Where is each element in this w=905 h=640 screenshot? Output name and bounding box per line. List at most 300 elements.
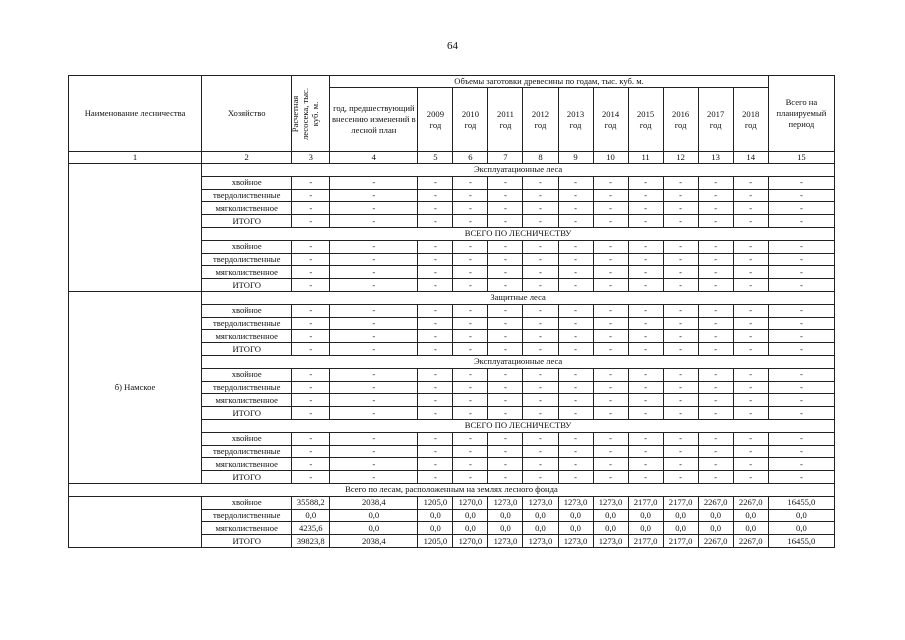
summary-cut: 35588,2	[292, 496, 330, 509]
header-year-2009	[418, 88, 453, 152]
header-cut-line2: лесосека, тыс.	[300, 87, 311, 140]
value-cell: -	[330, 368, 418, 381]
value-cell: -	[628, 458, 663, 471]
page-number: 64	[447, 40, 458, 52]
header-year-value: 2017	[707, 108, 725, 119]
value-cell: -	[593, 394, 628, 407]
header-year-2018	[733, 88, 768, 152]
value-cell: -	[330, 304, 418, 317]
summary-year-value: 1205,0	[418, 535, 453, 548]
value-cell: -	[698, 407, 733, 420]
header-volumes-title: Объемы заготовки древесины по годам, тыс. куб. м.	[330, 76, 769, 88]
value-cell: -	[628, 279, 663, 292]
value-cell: -	[523, 407, 558, 420]
value-cell: -	[488, 176, 523, 189]
value-cell: -	[628, 317, 663, 330]
value-cell: -	[593, 407, 628, 420]
value-cell: -	[663, 471, 698, 484]
value-cell: -	[593, 304, 628, 317]
value-cell: -	[698, 471, 733, 484]
species-label: мягколиственное	[202, 330, 292, 343]
header-year-value: 2016	[672, 108, 690, 119]
value-cell: -	[593, 343, 628, 356]
value-cell: -	[292, 317, 330, 330]
value-cell: -	[330, 343, 418, 356]
summary-prev: 2038,4	[330, 535, 418, 548]
value-cell: -	[523, 381, 558, 394]
value-cell: -	[663, 445, 698, 458]
section-title: Эксплуатационные леса	[202, 164, 835, 177]
header-year-2013	[558, 88, 593, 152]
value-cell: -	[453, 330, 488, 343]
value-cell: -	[488, 407, 523, 420]
value-cell: -	[768, 343, 834, 356]
value-cell: -	[330, 215, 418, 228]
column-number: 14	[733, 152, 768, 164]
value-cell: -	[453, 266, 488, 279]
column-number: 13	[698, 152, 733, 164]
value-cell: -	[488, 279, 523, 292]
summary-species: ИТОГО	[202, 535, 292, 548]
summary-species: мягколиственное	[202, 522, 292, 535]
header-year-suffix: год	[744, 119, 757, 130]
species-label: твердолиственные	[202, 253, 292, 266]
value-cell: -	[418, 432, 453, 445]
value-cell: -	[418, 279, 453, 292]
summary-year-value: 1273,0	[488, 535, 523, 548]
summary-year-value: 2267,0	[698, 535, 733, 548]
value-cell: -	[733, 407, 768, 420]
column-number: 9	[558, 152, 593, 164]
value-cell: -	[558, 381, 593, 394]
value-cell: -	[593, 266, 628, 279]
header-year-suffix: год	[569, 119, 582, 130]
value-cell: -	[733, 202, 768, 215]
header-year-suffix: год	[534, 119, 547, 130]
value-cell: -	[558, 202, 593, 215]
summary-cut: 4235,6	[292, 522, 330, 535]
header-year-value: 2015	[636, 108, 655, 119]
value-cell: -	[523, 471, 558, 484]
column-number: 15	[768, 152, 834, 164]
value-cell: -	[292, 368, 330, 381]
value-cell: -	[698, 445, 733, 458]
value-cell: -	[292, 215, 330, 228]
header-year-suffix: год	[639, 119, 652, 130]
summary-year-value: 2267,0	[733, 535, 768, 548]
summary-cut: 39823,8	[292, 535, 330, 548]
species-label: ИТОГО	[202, 471, 292, 484]
value-cell: -	[768, 189, 834, 202]
value-cell: -	[523, 394, 558, 407]
header-year-suffix: год	[709, 119, 722, 130]
value-cell: -	[418, 304, 453, 317]
value-cell: -	[523, 215, 558, 228]
forestry-name-cell	[69, 164, 202, 292]
value-cell: -	[768, 266, 834, 279]
value-cell: -	[663, 458, 698, 471]
value-cell: -	[698, 215, 733, 228]
summary-year-value: 0,0	[418, 522, 453, 535]
value-cell: -	[558, 368, 593, 381]
species-label: хвойное	[202, 432, 292, 445]
value-cell: -	[418, 240, 453, 253]
column-number: 1	[69, 152, 202, 164]
value-cell: -	[663, 215, 698, 228]
value-cell: -	[663, 407, 698, 420]
value-cell: -	[488, 471, 523, 484]
value-cell: -	[558, 432, 593, 445]
value-cell: -	[698, 381, 733, 394]
value-cell: -	[593, 240, 628, 253]
value-cell: -	[593, 471, 628, 484]
header-cut-line1: Расчетная	[290, 95, 301, 132]
column-number: 10	[593, 152, 628, 164]
value-cell: -	[593, 202, 628, 215]
summary-total: 16455,0	[768, 535, 834, 548]
species-label: хвойное	[202, 176, 292, 189]
species-label: мягколиственное	[202, 202, 292, 215]
value-cell: -	[453, 253, 488, 266]
summary-year-value: 2177,0	[628, 496, 663, 509]
value-cell: -	[488, 368, 523, 381]
value-cell: -	[768, 304, 834, 317]
value-cell: -	[453, 407, 488, 420]
value-cell: -	[593, 458, 628, 471]
value-cell: -	[593, 330, 628, 343]
summary-title: Всего по лесам, расположенным на землях лесного фонда	[69, 483, 835, 496]
value-cell: -	[593, 432, 628, 445]
value-cell: -	[453, 343, 488, 356]
summary-year-value: 1205,0	[418, 496, 453, 509]
value-cell: -	[488, 445, 523, 458]
value-cell: -	[593, 215, 628, 228]
value-cell: -	[330, 202, 418, 215]
summary-year-value: 0,0	[593, 522, 628, 535]
value-cell: -	[733, 432, 768, 445]
header-year-value: 2013	[566, 108, 585, 119]
value-cell: -	[523, 432, 558, 445]
value-cell: -	[628, 330, 663, 343]
summary-year-value: 0,0	[558, 509, 593, 522]
summary-year-value: 0,0	[523, 509, 558, 522]
value-cell: -	[698, 176, 733, 189]
value-cell: -	[593, 381, 628, 394]
summary-year-value: 1273,0	[558, 535, 593, 548]
value-cell: -	[453, 368, 488, 381]
value-cell: -	[418, 471, 453, 484]
value-cell: -	[453, 471, 488, 484]
header-year-2017	[698, 88, 733, 152]
header-year-2011	[488, 88, 523, 152]
value-cell: -	[418, 458, 453, 471]
column-number: 5	[418, 152, 453, 164]
value-cell: -	[330, 445, 418, 458]
value-cell: -	[628, 189, 663, 202]
value-cell: -	[768, 458, 834, 471]
value-cell: -	[292, 432, 330, 445]
column-number: 2	[202, 152, 292, 164]
value-cell: -	[292, 176, 330, 189]
value-cell: -	[330, 407, 418, 420]
value-cell: -	[453, 432, 488, 445]
value-cell: -	[418, 368, 453, 381]
summary-year-value: 0,0	[733, 522, 768, 535]
value-cell: -	[628, 445, 663, 458]
value-cell: -	[698, 266, 733, 279]
value-cell: -	[330, 471, 418, 484]
value-cell: -	[768, 445, 834, 458]
value-cell: -	[663, 330, 698, 343]
value-cell: -	[733, 266, 768, 279]
value-cell: -	[488, 266, 523, 279]
value-cell: -	[488, 432, 523, 445]
summary-cut: 0,0	[292, 509, 330, 522]
value-cell: -	[628, 266, 663, 279]
summary-year-value: 1273,0	[523, 535, 558, 548]
value-cell: -	[418, 343, 453, 356]
summary-prev: 0,0	[330, 509, 418, 522]
value-cell: -	[558, 394, 593, 407]
species-label: ИТОГО	[202, 343, 292, 356]
value-cell: -	[488, 215, 523, 228]
value-cell: -	[418, 215, 453, 228]
summary-year-value: 0,0	[418, 509, 453, 522]
header-prev-year: год, предшествующий внесению изменений в лесной план	[330, 88, 418, 152]
value-cell: -	[488, 253, 523, 266]
value-cell: -	[488, 381, 523, 394]
value-cell: -	[698, 394, 733, 407]
section-title: ВСЕГО ПО ЛЕСНИЧЕСТВУ	[202, 419, 835, 432]
summary-year-value: 1273,0	[488, 496, 523, 509]
value-cell: -	[488, 317, 523, 330]
header-year-2010	[453, 88, 488, 152]
value-cell: -	[733, 240, 768, 253]
value-cell: -	[768, 368, 834, 381]
summary-year-value: 1273,0	[558, 496, 593, 509]
column-number: 4	[330, 152, 418, 164]
value-cell: -	[558, 215, 593, 228]
summary-year-value: 1273,0	[523, 496, 558, 509]
value-cell: -	[698, 279, 733, 292]
value-cell: -	[663, 266, 698, 279]
value-cell: -	[558, 317, 593, 330]
column-number: 7	[488, 152, 523, 164]
value-cell: -	[593, 317, 628, 330]
value-cell: -	[453, 304, 488, 317]
value-cell: -	[558, 304, 593, 317]
value-cell: -	[733, 394, 768, 407]
harvest-volume-table	[68, 75, 835, 548]
value-cell: -	[698, 189, 733, 202]
value-cell: -	[418, 176, 453, 189]
value-cell: -	[523, 279, 558, 292]
value-cell: -	[698, 304, 733, 317]
value-cell: -	[523, 266, 558, 279]
value-cell: -	[292, 253, 330, 266]
value-cell: -	[523, 189, 558, 202]
value-cell: -	[453, 215, 488, 228]
column-number: 6	[453, 152, 488, 164]
value-cell: -	[628, 176, 663, 189]
summary-year-value: 0,0	[628, 522, 663, 535]
summary-year-value: 0,0	[663, 509, 698, 522]
header-forestry: Наименование лесничества	[69, 76, 202, 152]
value-cell: -	[733, 330, 768, 343]
value-cell: -	[698, 432, 733, 445]
value-cell: -	[698, 317, 733, 330]
value-cell: -	[558, 330, 593, 343]
value-cell: -	[418, 330, 453, 343]
value-cell: -	[292, 445, 330, 458]
value-cell: -	[698, 343, 733, 356]
value-cell: -	[733, 381, 768, 394]
value-cell: -	[558, 240, 593, 253]
value-cell: -	[292, 304, 330, 317]
value-cell: -	[292, 394, 330, 407]
value-cell: -	[418, 266, 453, 279]
species-label: хвойное	[202, 368, 292, 381]
value-cell: -	[330, 432, 418, 445]
summary-year-value: 0,0	[628, 509, 663, 522]
value-cell: -	[418, 407, 453, 420]
value-cell: -	[418, 394, 453, 407]
value-cell: -	[418, 189, 453, 202]
value-cell: -	[628, 471, 663, 484]
value-cell: -	[523, 343, 558, 356]
value-cell: -	[698, 368, 733, 381]
value-cell: -	[558, 279, 593, 292]
value-cell: -	[292, 458, 330, 471]
value-cell: -	[488, 330, 523, 343]
value-cell: -	[768, 381, 834, 394]
value-cell: -	[488, 202, 523, 215]
header-year-suffix: год	[499, 119, 512, 130]
value-cell: -	[628, 381, 663, 394]
value-cell: -	[488, 343, 523, 356]
species-label: хвойное	[202, 240, 292, 253]
value-cell: -	[663, 304, 698, 317]
header-cut-line3: куб. м.	[310, 101, 321, 126]
value-cell: -	[663, 368, 698, 381]
value-cell: -	[698, 202, 733, 215]
value-cell: -	[663, 202, 698, 215]
value-cell: -	[628, 368, 663, 381]
value-cell: -	[330, 266, 418, 279]
value-cell: -	[628, 240, 663, 253]
value-cell: -	[733, 343, 768, 356]
summary-year-value: 1270,0	[453, 535, 488, 548]
value-cell: -	[418, 381, 453, 394]
value-cell: -	[593, 176, 628, 189]
value-cell: -	[292, 279, 330, 292]
summary-year-value: 2267,0	[698, 496, 733, 509]
header-year-value: 2014	[601, 108, 620, 119]
header-year-suffix: год	[429, 119, 442, 130]
value-cell: -	[453, 381, 488, 394]
value-cell: -	[733, 253, 768, 266]
header-year-suffix: год	[674, 119, 687, 130]
value-cell: -	[663, 176, 698, 189]
species-label: ИТОГО	[202, 279, 292, 292]
summary-prev: 0,0	[330, 522, 418, 535]
species-label: твердолиственные	[202, 381, 292, 394]
summary-year-value: 2267,0	[733, 496, 768, 509]
value-cell: -	[663, 381, 698, 394]
value-cell: -	[453, 458, 488, 471]
value-cell: -	[593, 445, 628, 458]
column-number: 8	[523, 152, 558, 164]
value-cell: -	[523, 330, 558, 343]
summary-year-value: 2177,0	[663, 535, 698, 548]
value-cell: -	[558, 253, 593, 266]
value-cell: -	[453, 317, 488, 330]
value-cell: -	[292, 330, 330, 343]
summary-year-value: 0,0	[453, 509, 488, 522]
summary-species: твердолиственные	[202, 509, 292, 522]
value-cell: -	[558, 266, 593, 279]
value-cell: -	[558, 445, 593, 458]
header-year-value: 2009	[426, 108, 444, 119]
value-cell: -	[330, 394, 418, 407]
species-label: твердолиственные	[202, 189, 292, 202]
value-cell: -	[733, 458, 768, 471]
value-cell: -	[330, 253, 418, 266]
value-cell: -	[628, 343, 663, 356]
value-cell: -	[768, 176, 834, 189]
value-cell: -	[663, 253, 698, 266]
value-cell: -	[330, 240, 418, 253]
summary-year-value: 0,0	[488, 522, 523, 535]
value-cell: -	[663, 394, 698, 407]
value-cell: -	[558, 471, 593, 484]
summary-year-value: 0,0	[558, 522, 593, 535]
value-cell: -	[453, 189, 488, 202]
value-cell: -	[698, 458, 733, 471]
value-cell: -	[628, 394, 663, 407]
summary-year-value: 1270,0	[453, 496, 488, 509]
value-cell: -	[733, 445, 768, 458]
value-cell: -	[733, 279, 768, 292]
value-cell: -	[558, 407, 593, 420]
header-year-2016	[663, 88, 698, 152]
species-label: мягколиственное	[202, 266, 292, 279]
value-cell: -	[593, 189, 628, 202]
summary-year-value: 0,0	[523, 522, 558, 535]
value-cell: -	[698, 240, 733, 253]
value-cell: -	[292, 202, 330, 215]
summary-year-value: 0,0	[663, 522, 698, 535]
value-cell: -	[453, 176, 488, 189]
section-title: Защитные леса	[202, 291, 835, 304]
column-number: 3	[292, 152, 330, 164]
value-cell: -	[330, 176, 418, 189]
value-cell: -	[453, 240, 488, 253]
summary-year-value: 0,0	[488, 509, 523, 522]
value-cell: -	[523, 458, 558, 471]
summary-year-value: 0,0	[593, 509, 628, 522]
value-cell: -	[768, 330, 834, 343]
value-cell: -	[292, 407, 330, 420]
value-cell: -	[558, 189, 593, 202]
value-cell: -	[768, 279, 834, 292]
species-label: хвойное	[202, 304, 292, 317]
value-cell: -	[768, 240, 834, 253]
value-cell: -	[418, 317, 453, 330]
value-cell: -	[733, 368, 768, 381]
value-cell: -	[768, 215, 834, 228]
column-number: 12	[663, 152, 698, 164]
